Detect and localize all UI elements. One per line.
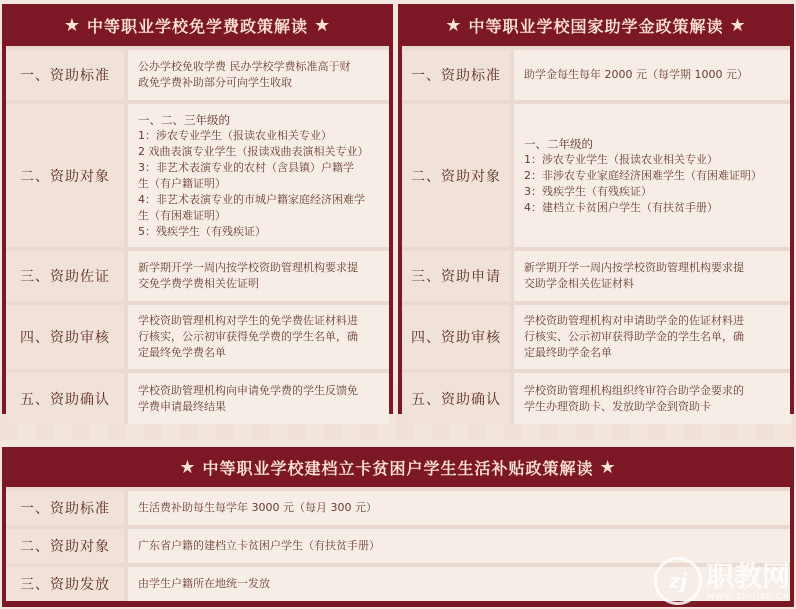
policy-row	[6, 251, 389, 301]
row-label: 一、资助标准	[6, 491, 128, 525]
row-value-line: 学费申请最终结果	[138, 399, 226, 413]
row-value-line: 3：残疾学生（有残疾证）	[524, 184, 652, 198]
row-value-line: 2：非涉农专业家庭经济困难学生（有困难证明）	[524, 168, 762, 182]
policy-row	[402, 251, 790, 301]
row-label: 一、资助标准	[402, 50, 514, 100]
row-value	[514, 50, 790, 100]
row-label: 五、资助确认	[402, 373, 514, 424]
free-tuition-policy-panel	[2, 4, 393, 414]
row-value-line: 3：非艺术表演专业的农村（含县镇）户籍学	[138, 160, 354, 174]
row-value	[128, 104, 389, 247]
row-value	[128, 50, 389, 100]
policy-row	[402, 373, 790, 424]
row-value-line: 1：涉农专业学生（报读农业相关专业）	[138, 128, 332, 142]
row-value-line: 4：非艺术表演专业的市城户籍家庭经济困难学	[138, 192, 365, 206]
star-icon: ★	[729, 14, 747, 36]
panel-title-text: 中等职业学校免学费政策解读	[86, 16, 308, 36]
row-label: 三、资助发放	[6, 567, 128, 601]
national-grant-policy-panel	[398, 4, 794, 414]
row-value-line: 助学金每生每年 2000 元（每学期 1000 元）	[524, 68, 748, 81]
row-value	[514, 305, 790, 369]
row-value-line: 广东省户籍的建档立卡贫困户学生（有扶贫手册）	[138, 539, 380, 552]
watermark-url: WWW.ZHIJIAO.CN	[706, 591, 790, 601]
policy-row	[6, 491, 790, 525]
row-label: 一、资助标准	[6, 50, 128, 100]
watermark-text: 职教网	[705, 559, 790, 593]
row-label: 四、资助审核	[402, 305, 514, 369]
row-label: 二、资助对象	[6, 529, 128, 563]
panel-title	[402, 4, 790, 46]
row-label: 三、资助申请	[402, 251, 514, 301]
row-value-line: 生活费补助每生每学年 3000 元（每月 300 元）	[138, 501, 377, 514]
row-value-line: 由学生户籍所在地统一发放	[138, 577, 270, 590]
row-value-line: 学校资助管理机构对学生的免学费佐证材料进	[138, 314, 358, 327]
panel-title-text: 中等职业学校建档立卡贫困户学生生活补贴政策解读	[202, 458, 594, 478]
policy-row	[402, 305, 790, 369]
policy-row	[6, 305, 389, 369]
star-icon: ★	[599, 456, 617, 478]
row-value	[128, 251, 389, 301]
row-value-line: 学校资助管理机构向申请免学费的学生反馈免	[138, 383, 358, 397]
row-value-line: 行核实，公示初审获得免学费的学生名单，确	[138, 330, 358, 343]
policy-row	[402, 50, 790, 100]
policy-rows	[402, 46, 790, 424]
policy-rows	[6, 46, 389, 424]
panel-title-text: 中等职业学校国家助学金政策解读	[468, 16, 724, 36]
row-value-line: 4：建档立卡贫困户学生（有扶贫手册）	[524, 200, 718, 214]
row-value-line: 生（有困难证明）	[138, 208, 226, 222]
row-value-heading: 一、二年级的	[524, 136, 593, 151]
policy-row	[6, 50, 389, 100]
row-value	[128, 491, 790, 525]
row-value	[128, 305, 389, 369]
row-label: 二、资助对象	[6, 104, 128, 247]
policy-row	[6, 373, 389, 424]
policy-row	[402, 104, 790, 247]
site-watermark	[654, 557, 790, 605]
star-icon: ★	[445, 14, 463, 36]
row-value-line: 公办学校免收学费 民办学校学费标准高于财	[138, 60, 351, 73]
row-value	[128, 373, 389, 424]
row-value-line: 生（有户籍证明）	[138, 176, 226, 190]
row-label: 五、资助确认	[6, 373, 128, 424]
row-value-line: 新学期开学一周内按学校资助管理机构要求提	[138, 261, 358, 274]
row-value	[514, 251, 790, 301]
star-icon: ★	[63, 14, 81, 36]
panel-title	[6, 447, 790, 487]
zj-logo-icon: zj	[654, 557, 702, 605]
panel-title	[6, 4, 389, 46]
row-value-line: 学校资助管理机构对申请助学金的佐证材料进	[524, 314, 744, 327]
row-value-line: 交助学金相关佐证材料	[524, 277, 634, 290]
star-icon: ★	[179, 456, 197, 478]
row-value-line: 政免学费补助部分可向学生收取	[138, 76, 292, 89]
row-value	[514, 373, 790, 424]
row-value-line: 学校资助管理机构组织终审符合助学金要求的	[524, 383, 744, 397]
row-value-line: 2 戏曲表演专业学生（报读戏曲表演相关专业）	[138, 144, 369, 158]
row-value	[514, 104, 790, 247]
row-value-line: 5：残疾学生（有残疾证）	[138, 224, 266, 238]
row-value-line: 交免学费学费相关佐证明	[138, 277, 259, 290]
row-value-line: 行核实、公示初审获得助学金的学生名单，确	[524, 330, 744, 343]
row-value-heading: 一、二、三年级的	[138, 112, 230, 127]
row-value-line: 学生办理资助卡、发放助学金到资助卡	[524, 399, 711, 413]
row-label: 二、资助对象	[402, 104, 514, 247]
row-value-line: 1：涉农专业学生（报读农业相关专业）	[524, 152, 718, 166]
row-label: 三、资助佐证	[6, 251, 128, 301]
row-value-line: 定最终免学费名单	[138, 346, 226, 359]
row-value-line: 新学期开学一周内按学校资助管理机构要求提	[524, 261, 744, 274]
row-label: 四、资助审核	[6, 305, 128, 369]
policy-row	[6, 104, 389, 247]
row-value-line: 定最终助学金名单	[524, 346, 612, 359]
star-icon: ★	[314, 14, 332, 36]
